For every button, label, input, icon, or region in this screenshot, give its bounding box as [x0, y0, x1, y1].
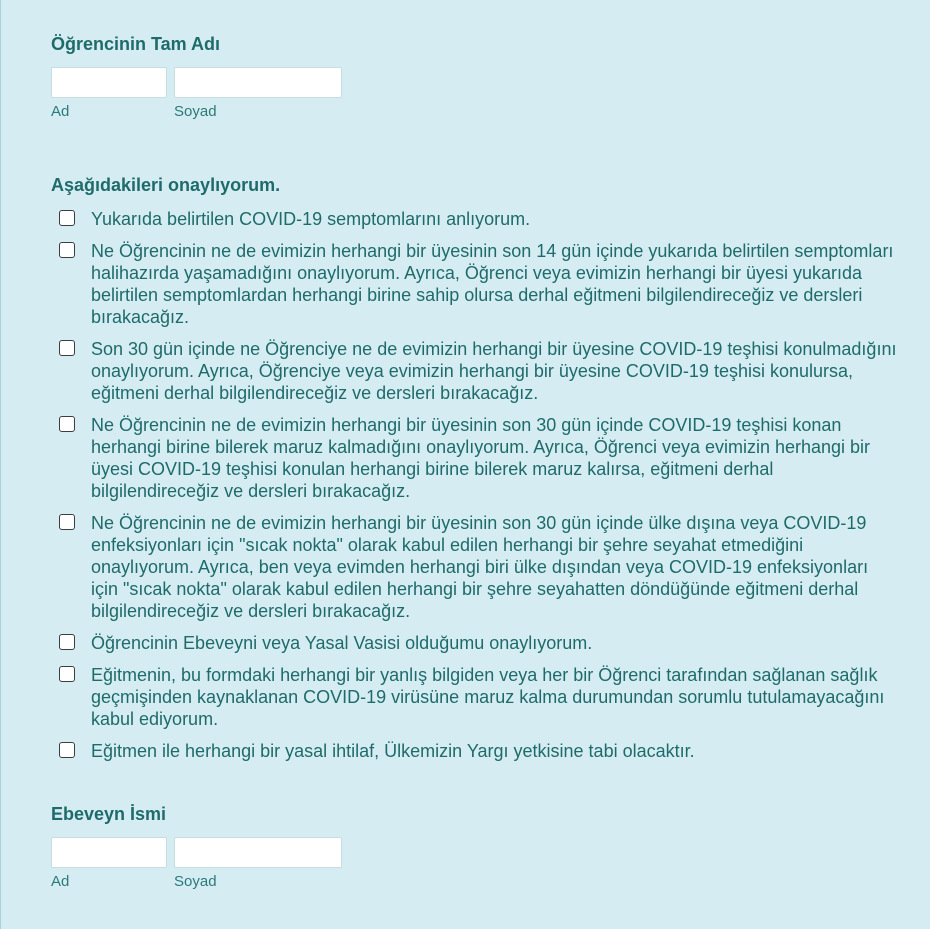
consent-checkbox[interactable]: [59, 742, 75, 758]
consent-item-label: Ne Öğrencinin ne de evimizin herhangi bir üyesinin son 30 gün içinde ülke dışına veya COVID-19 enfeksiyonları için "sıcak nokta" olarak kabul edilen herhangi bir şehre seyahat etmediğini onaylıyorum. Ayrıca, ben veya evimden herhangi biri ülke dışından veya COVID-19 enfeksiyonları için "sıcak nokta" olarak kabul edilen herhangi bir şehre seyahatten döndüğünde eğitmeni derhal bilgilendireceğiz ve dersleri bırakacağız.: [91, 513, 869, 621]
consent-item-label: Eğitmenin, bu formdaki herhangi bir yanlış bilgiden veya her bir Öğrenci tarafından sağlanan sağlık geçmişinden kaynaklanan COVID-19 virüsüne maruz kalma durumundan sorumlu tutulamayacağını kabul ediyorum.: [91, 665, 885, 729]
consent-checkbox[interactable]: [59, 514, 75, 530]
consent-item-label: Son 30 gün içinde ne Öğrenciye ne de evimizin herhangi bir üyesine COVID-19 teşhisi konulmadığını onaylıyorum. Ayrıca, Öğrenciye veya evimizin herhangi bir üyesine COVID-19 teşhisi konulursa, eğitmeni derhal bilgilendireceğiz ve dersleri bırakacağız.: [91, 339, 897, 403]
consent-checkbox[interactable]: [59, 242, 75, 258]
consent-item[interactable]: [59, 240, 899, 328]
student-first-name-sublabel: Ad: [51, 103, 70, 120]
student-last-name-input[interactable]: [174, 67, 342, 98]
consent-checkbox[interactable]: [59, 340, 75, 356]
consent-item[interactable]: [59, 512, 899, 622]
consent-item-label: Yukarıda belirtilen COVID-19 semptomlarını anlıyorum.: [91, 209, 531, 229]
parent-last-name-input[interactable]: [174, 837, 342, 868]
student-name-label: Öğrencinin Tam Adı: [51, 34, 221, 54]
consent-item-label: Öğrencinin Ebeveyni veya Yasal Vasisi olduğumu onaylıyorum.: [91, 633, 593, 653]
consent-checkbox[interactable]: [59, 666, 75, 682]
consent-checkbox[interactable]: [59, 634, 75, 650]
consent-item[interactable]: [59, 338, 899, 404]
consent-item-label: Ne Öğrencinin ne de evimizin herhangi bir üyesinin son 14 gün içinde yukarıda belirtilen semptomları halihazırda yaşamadığını onaylıyorum. Ayrıca, Öğrenci veya evimizin herhangi bir üyesi yukarıda belirtilen semptomlardan herhangi birine sahip olursa derhal eğitmeni bilgilendireceğiz ve dersleri bırakacağız.: [91, 241, 894, 327]
consent-heading: Aşağıdakileri onaylıyorum.: [51, 175, 281, 195]
parent-first-name-input[interactable]: [51, 837, 167, 868]
consent-checklist: [59, 208, 899, 772]
student-last-name-sublabel: Soyad: [174, 103, 217, 120]
consent-item-label: Eğitmen ile herhangi bir yasal ihtilaf, Ülkemizin Yargı yetkisine tabi olacaktır.: [91, 741, 695, 761]
consent-item[interactable]: [59, 632, 899, 654]
consent-item[interactable]: [59, 664, 899, 730]
consent-checkbox[interactable]: [59, 416, 75, 432]
consent-item[interactable]: [59, 208, 899, 230]
consent-item[interactable]: [59, 414, 899, 502]
parent-first-name-sublabel: Ad: [51, 873, 70, 890]
student-first-name-input[interactable]: [51, 67, 167, 98]
consent-checkbox[interactable]: [59, 210, 75, 226]
parent-last-name-sublabel: Soyad: [174, 873, 217, 890]
consent-item[interactable]: [59, 740, 899, 762]
parent-name-label: Ebeveyn İsmi: [51, 804, 167, 824]
consent-item-label: Ne Öğrencinin ne de evimizin herhangi bir üyesinin son 30 gün içinde COVID-19 teşhisi konan herhangi birine bilerek maruz kalmadığını onaylıyorum. Ayrıca, Öğrenci veya evimizin herhangi bir üyesi COVID-19 teşhisi konulan herhangi birine bilerek maruz kalırsa, eğitmeni derhal bilgilendireceğiz ve dersleri bırakacağız.: [91, 415, 871, 501]
